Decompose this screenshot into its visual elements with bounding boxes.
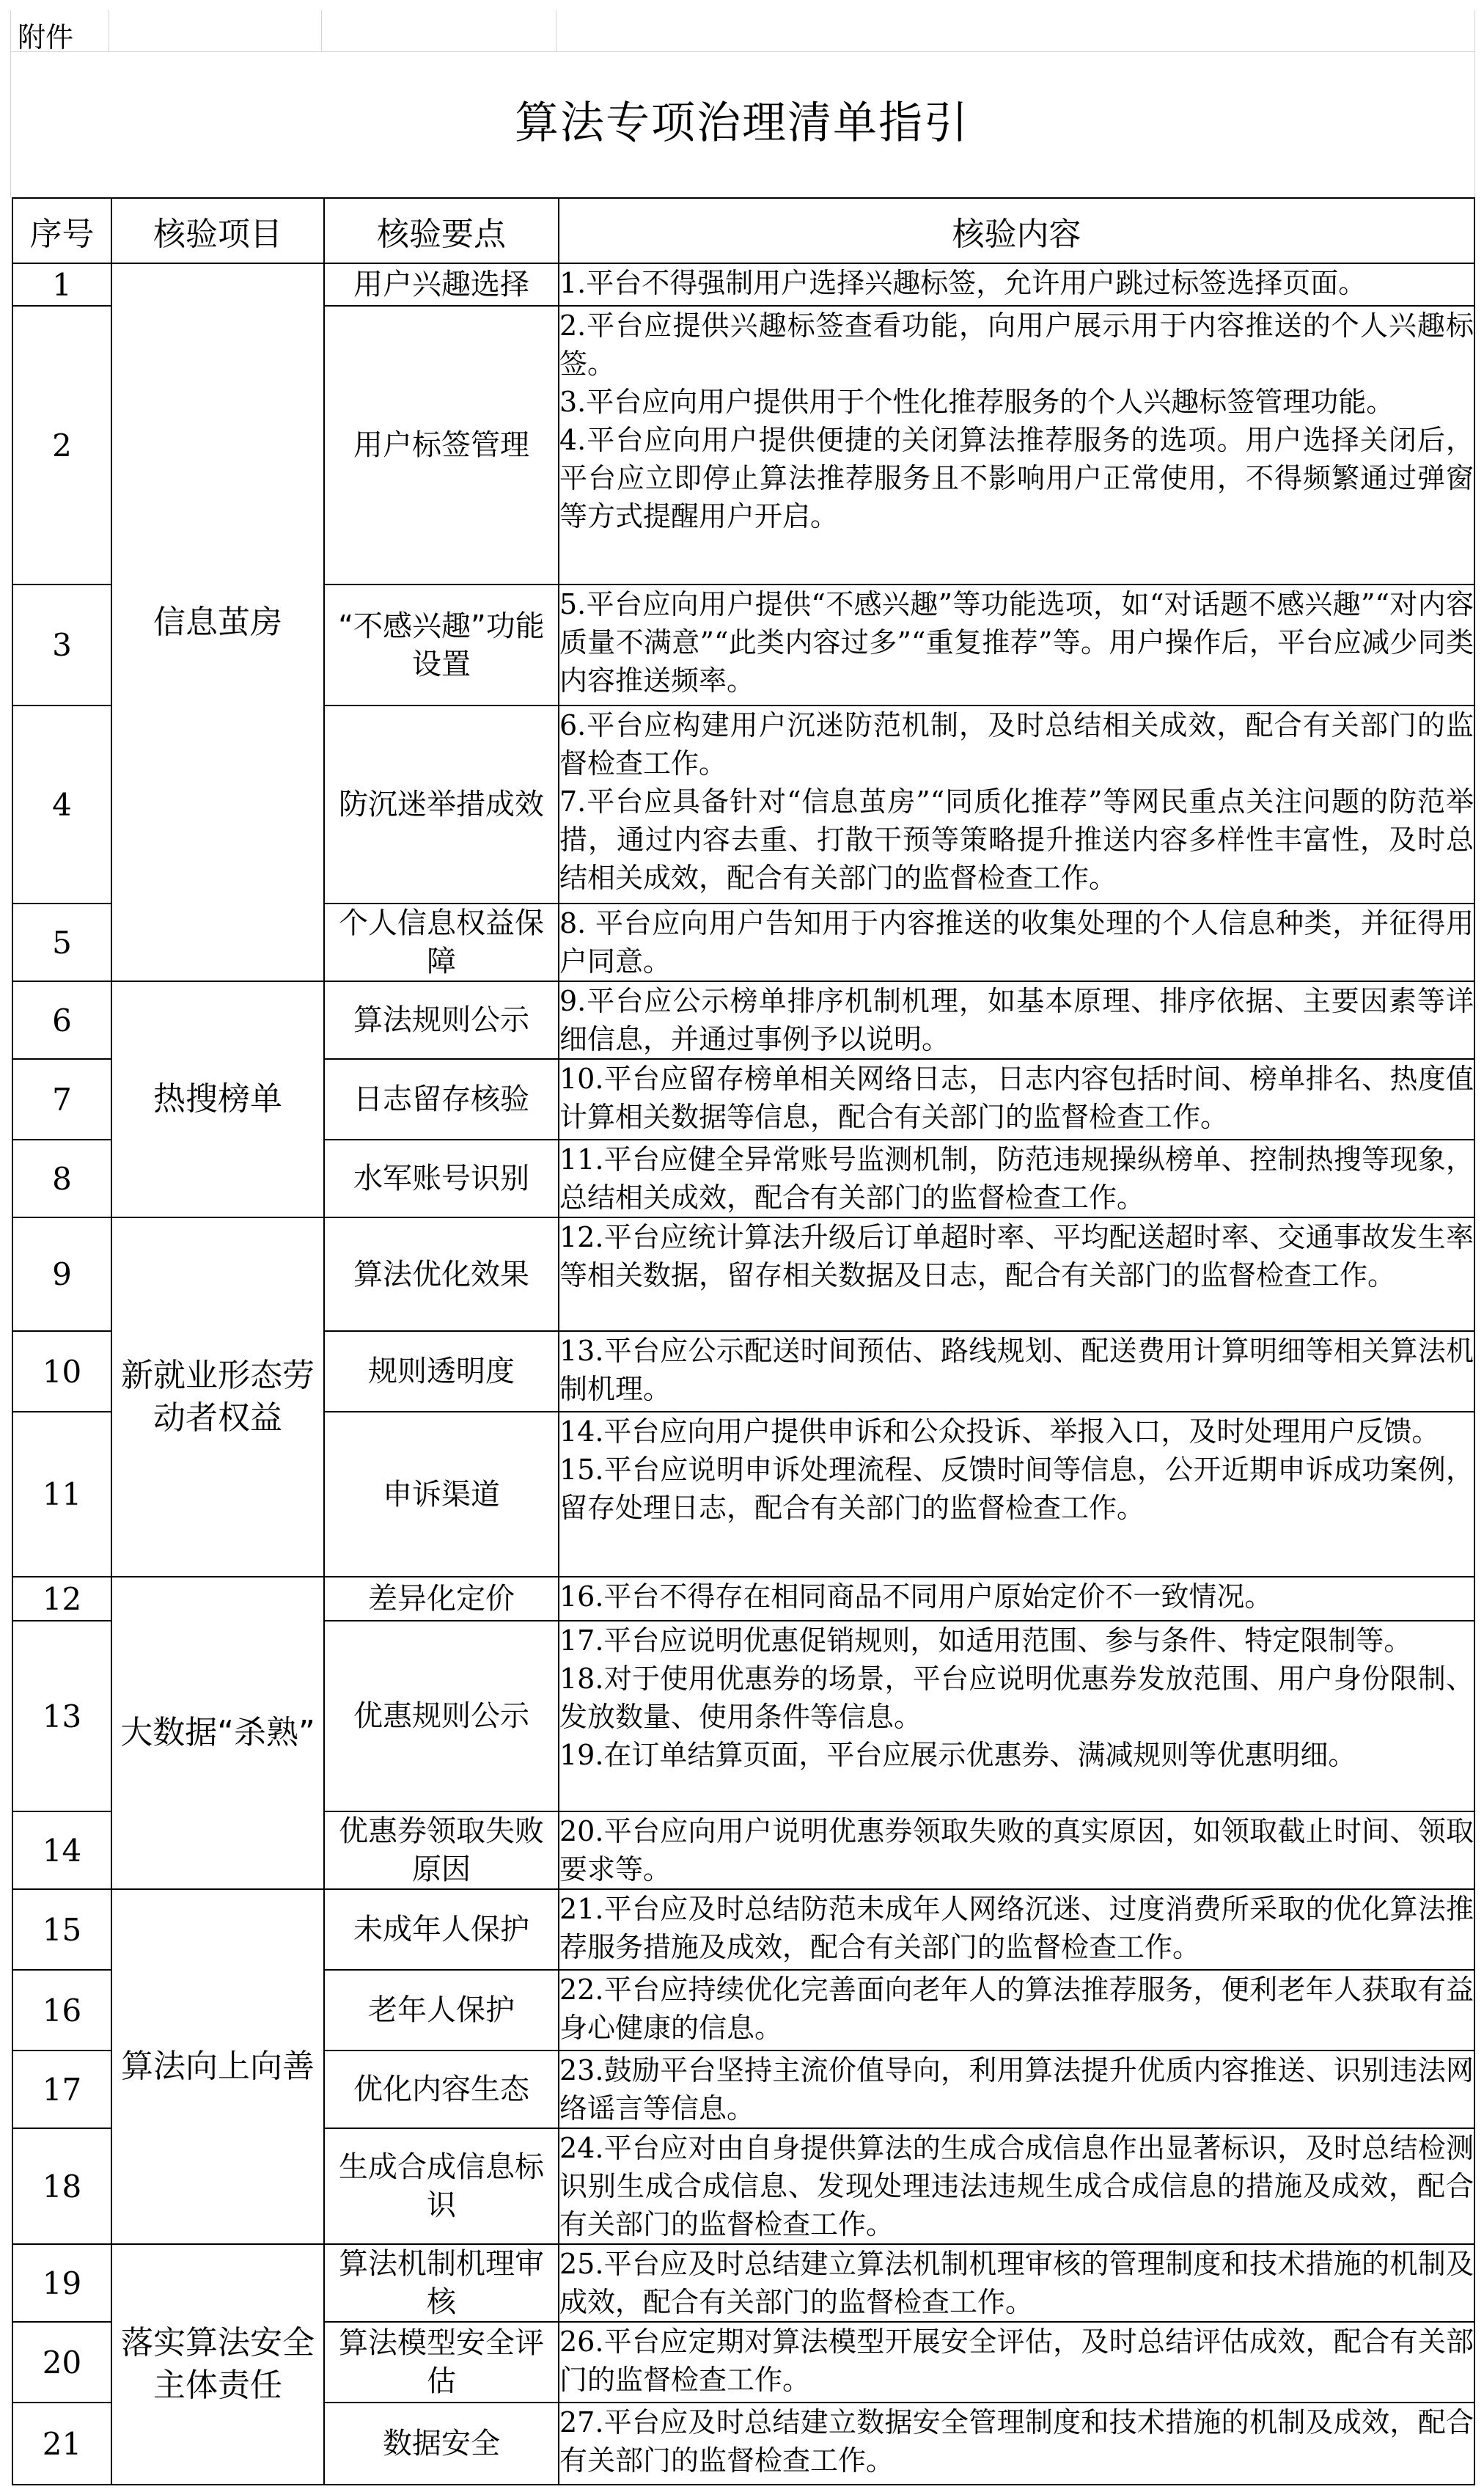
check-content [559, 2244, 1474, 2322]
row-number: 7 [12, 1059, 111, 1140]
category-cell: 信息茧房 [111, 263, 324, 981]
check-content [559, 584, 1474, 706]
check-content [559, 706, 1474, 904]
header-point: 核验要点 [324, 198, 559, 263]
content-item: 7.平台应具备针对“信息茧房”“同质化推荐”等网民重点关注问题的防范举措，通过内容去重、打散干预等策略提升推送内容多样性丰富性，及时总结相关成效，配合有关部门的监督检查工作。 [559, 785, 1474, 894]
category-cell: 落实算法安全主体责任 [111, 2244, 324, 2485]
row-number: 15 [12, 1889, 111, 1970]
check-content [559, 263, 1474, 306]
content-item: 6.平台应构建用户沉迷防范机制，及时总结相关成效，配合有关部门的监督检查工作。 [559, 709, 1474, 780]
content-item: 9.平台应公示榜单排序机制机理，如基本原理、排序依据、主要因素等详细信息，并通过事例予以说明。 [559, 985, 1474, 1055]
header-category: 核验项目 [111, 198, 324, 263]
category-cell: 大数据“杀熟” [111, 1577, 324, 1889]
check-point: 算法机制机理审核 [324, 2244, 559, 2322]
check-point: 差异化定价 [324, 1577, 559, 1621]
content-item: 11.平台应健全异常账号监测机制，防范违规操纵榜单、控制热搜等现象，总结相关成效，配合有关部门的监督检查工作。 [559, 1143, 1474, 1214]
row-number: 21 [12, 2403, 111, 2485]
table-row [12, 981, 1474, 1059]
check-content [559, 1577, 1474, 1621]
check-point: 算法规则公示 [324, 981, 559, 1059]
check-content [559, 1217, 1474, 1331]
header-row [12, 198, 1474, 263]
category-cell: 热搜榜单 [111, 981, 324, 1217]
header-no: 序号 [12, 198, 111, 263]
checklist-table [12, 197, 1475, 2485]
content-item: 4.平台应向用户提供便捷的关闭算法推荐服务的选项。用户选择关闭后，平台应立即停止算法推荐服务且不影响用户正常使用，不得频繁通过弹窗等方式提醒用户开启。 [559, 424, 1474, 532]
row-number: 8 [12, 1140, 111, 1217]
empty-cell [321, 10, 556, 51]
row-number: 12 [12, 1577, 111, 1621]
check-content [559, 1970, 1474, 2051]
content-item: 8. 平台应向用户告知用于内容推送的收集处理的个人信息种类，并征得用户同意。 [559, 907, 1474, 978]
row-number: 1 [12, 263, 111, 306]
annex-row [10, 10, 1475, 52]
content-item: 23.鼓励平台坚持主流价值导向，利用算法提升优质内容推送、识别违法网络谣言等信息。 [559, 2054, 1474, 2125]
check-point: 规则透明度 [324, 1331, 559, 1412]
annex-cell [10, 10, 109, 54]
check-content [559, 2403, 1474, 2485]
check-point: 算法优化效果 [324, 1217, 559, 1331]
content-item: 20.平台应向用户说明优惠券领取失败的真实原因，如领取截止时间、领取要求等。 [559, 1815, 1474, 1886]
check-point: 算法模型安全评估 [324, 2322, 559, 2403]
content-item: 15.平台应说明申诉处理流程、反馈时间等信息，公开近期申诉成功案例，留存处理日志，配合有关部门的监督检查工作。 [559, 1454, 1474, 1524]
check-point: 水军账号识别 [324, 1140, 559, 1217]
content-item: 19.在订单结算页面，平台应展示优惠券、满减规则等优惠明细。 [559, 1739, 1356, 1771]
check-point: 日志留存核验 [324, 1059, 559, 1140]
check-content [559, 2322, 1474, 2403]
check-content [559, 1331, 1474, 1412]
check-point: 生成合成信息标识 [324, 2128, 559, 2244]
row-number: 17 [12, 2051, 111, 2128]
content-item: 21.平台应及时总结防范未成年人网络沉迷、过度消费所采取的优化算法推荐服务措施及成效，配合有关部门的监督检查工作。 [559, 1893, 1474, 1963]
content-item: 25.平台应及时总结建立算法机制机理审核的管理制度和技术措施的机制及成效，配合有关部门的监督检查工作。 [559, 2248, 1474, 2318]
content-item: 16.平台不得存在相同商品不同用户原始定价不一致情况。 [559, 1580, 1273, 1613]
table-row [12, 1577, 1474, 1621]
row-number: 13 [12, 1621, 111, 1811]
check-content [559, 1140, 1474, 1217]
content-item: 1.平台不得强制用户选择兴趣标签，允许用户跳过标签选择页面。 [559, 267, 1367, 299]
row-number: 19 [12, 2244, 111, 2322]
row-number: 18 [12, 2128, 111, 2244]
check-point: 优惠规则公示 [324, 1621, 559, 1811]
empty-cell [109, 10, 322, 51]
content-item: 27.平台应及时总结建立数据安全管理制度和技术措施的机制及成效，配合有关部门的监督检查工作。 [559, 2406, 1474, 2477]
row-number: 11 [12, 1412, 111, 1577]
row-number: 5 [12, 904, 111, 981]
row-number: 2 [12, 306, 111, 584]
check-point: 申诉渠道 [324, 1412, 559, 1577]
check-point: 用户兴趣选择 [324, 263, 559, 306]
check-point: “不感兴趣”功能设置 [324, 584, 559, 706]
check-content [559, 2128, 1474, 2244]
check-point: 优惠券领取失败原因 [324, 1811, 559, 1889]
row-number: 3 [12, 584, 111, 706]
content-item: 14.平台应向用户提供申诉和公众投诉、举报入口，及时处理用户反馈。 [559, 1415, 1440, 1448]
check-point: 老年人保护 [324, 1970, 559, 2051]
content-item: 26.平台应定期对算法模型开展安全评估，及时总结评估成效，配合有关部门的监督检查工作。 [559, 2326, 1474, 2396]
page-title: 算法专项治理清单指引 [515, 98, 969, 149]
content-item: 18.对于使用优惠券的场景，平台应说明优惠券发放范围、用户身份限制、发放数量、使用条件等信息。 [559, 1663, 1474, 1733]
row-number: 9 [12, 1217, 111, 1331]
check-content [559, 1811, 1474, 1889]
check-point: 未成年人保护 [324, 1889, 559, 1970]
check-content [559, 1889, 1474, 1970]
check-content [559, 2051, 1474, 2128]
category-cell: 新就业形态劳动者权益 [111, 1217, 324, 1577]
content-item: 24.平台应对由自身提供算法的生成合成信息作出显著标识，及时总结检测识别生成合成信息、发现处理违法违规生成合成信息的措施及成效，配合有关部门的监督检查工作。 [559, 2132, 1474, 2240]
category-cell: 算法向上向善 [111, 1889, 324, 2244]
content-item: 3.平台应向用户提供用于个性化推荐服务的个人兴趣标签管理功能。 [559, 386, 1395, 418]
row-number: 4 [12, 706, 111, 904]
header-content: 核验内容 [559, 198, 1474, 263]
content-item: 17.平台应说明优惠促销规则，如适用范围、参与条件、特定限制等。 [559, 1624, 1412, 1657]
check-content [559, 306, 1474, 584]
row-number: 20 [12, 2322, 111, 2403]
content-item: 22.平台应持续优化完善面向老年人的算法推荐服务，便利老年人获取有益身心健康的信息。 [559, 1974, 1474, 2044]
check-point: 数据安全 [324, 2403, 559, 2485]
content-item: 5.平台应向用户提供“不感兴趣”等功能选项，如“对话题不感兴趣”“对内容质量不满意”“此类内容过多”“重复推荐”等。用户操作后，平台应减少同类内容推送频率。 [559, 588, 1474, 697]
check-point: 用户标签管理 [324, 306, 559, 584]
row-number: 10 [12, 1331, 111, 1412]
check-point: 防沉迷举措成效 [324, 706, 559, 904]
check-content [559, 981, 1474, 1059]
check-content [559, 1412, 1474, 1577]
content-item: 2.平台应提供兴趣标签查看功能，向用户展示用于内容推送的个人兴趣标签。 [559, 309, 1474, 380]
table-row [12, 2244, 1474, 2322]
table-row [12, 263, 1474, 306]
table-row [12, 1889, 1474, 1970]
check-content [559, 1059, 1474, 1140]
check-point: 优化内容生态 [324, 2051, 559, 2128]
row-number: 6 [12, 981, 111, 1059]
check-point: 个人信息权益保障 [324, 904, 559, 981]
row-number: 16 [12, 1970, 111, 2051]
annex-label: 附件 [18, 21, 74, 54]
row-number: 14 [12, 1811, 111, 1889]
table-row [12, 1217, 1474, 1331]
content-item: 13.平台应公示配送时间预估、路线规划、配送费用计算明细等相关算法机制机理。 [559, 1335, 1474, 1405]
check-content [559, 904, 1474, 981]
content-item: 10.平台应留存榜单相关网络日志，日志内容包括时间、榜单排名、热度值计算相关数据等信息，配合有关部门的监督检查工作。 [559, 1063, 1474, 1133]
check-content [559, 1621, 1474, 1811]
content-item: 12.平台应统计算法升级后订单超时率、平均配送超时率、交通事故发生率等相关数据，留存相关数据及日志，配合有关部门的监督检查工作。 [559, 1221, 1474, 1291]
